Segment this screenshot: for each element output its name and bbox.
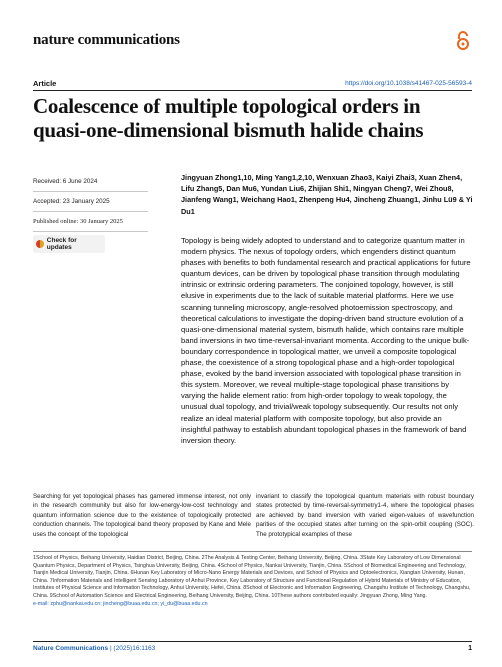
received-date: Received: 6 June 2024: [33, 172, 148, 192]
footer-volume: | (2025)16:1163: [109, 645, 156, 652]
journal-name: nature communications: [33, 32, 180, 48]
check-updates-label: Check for updates: [46, 237, 77, 251]
abstract: Topology is being widely adopted to understand and to categorize quantum matter in modern physics. The nexus of topology orders, which engenders distinct quantum phases with benefits to both fundamental research and practical applications for future quantum devices, can be driven by topological phase transition through modulating intrinsic or extrinsic ordering parameters. The conjoined topology, however, is still elusive in experiments due to the lack of suitable material platforms. Here we use scanning tunneling microscopy, angle-resolved photoemission spectroscopy, and theoretical calculations to investigate the doping-driven band structure evolution of a quasi-one-dimensional material system, bismuth halide, which contains rare multiple band inversions in two time-reversal-invariant momenta. According to the unique bulk-boundary correspondence in topological matter, we unveil a composite topological phase, the coexistence of a strong topological phase and a high-order topological phase, evoked by the band inversion associated with topological phase transition in this system. Moreover, we reveal multiple-stage topological phase transitions by varying the halide element ratio: from high-order topology to weak topology, the unusual dual topology, and trivial/weak topology subsequently. Our results not only realize an ideal material platform with composite topology, but also provide an insightful pathway to establish abundant topological phases in the framework of band inversion theory.: [181, 236, 471, 445]
affiliations-divider: [33, 551, 472, 552]
body-text-left: Searching for yet topological phases has garnered immense interest, not only in the research community but also for low-energy-low-cost technology and quantum information science due to the existence of topologically protected conduction channels. The topological band theory proposed by Kane and Mele uses the concept of the topological: [33, 493, 251, 538]
footer-citation: [33, 645, 155, 652]
footer-divider: [33, 641, 472, 642]
check-updates-button[interactable]: [33, 235, 105, 253]
accepted-date: Accepted: 23 January 2025: [33, 192, 148, 212]
doi-link[interactable]: https://doi.org/10.1038/s41467-025-56593-4: [345, 80, 472, 87]
article-type: Article: [33, 79, 57, 88]
affiliations-text: 1School of Physics, Beihang University, Haidian District, Beijing, China. 2The Analysis & Testing Center, Beihang University, Beijing, China. 3State Key Laboratory of Low Dimensional Quantum Physics, Department of Physics, Tsinghua University, Beijing, China. 4School of Physics, Nankai University, Tianjin, China. 5School of Biomedical Engineering and Technology, Tianjin Medical University, Tianjin, China. 6Hunan Key Laboratory of Micro-Nano Energy Materials and Devices, and School of Physics and Optoelectronics, Xiangtan University, Hunan, China. 7Information Materials and Intelligent Sensing Laboratory of Anhui Province, Key Laboratory of Structure and Functional Regulation of Hybrid Materials of Ministry of Education, Institutes of Physical Science and Information Technology, Anhui University, Hefei, China. 8School of Electronic and Information Engineering, Changshu Institute of Technology, Changshu, China. 9School of Automation Science and Electrical Engineering, Beihang University, Beijing, China. 10These authors contributed equally: Jingyuan Zhong, Ming Yang.: [33, 555, 471, 599]
body-text-right: invariant to classify the topological quantum materials with robust boundary states protected by time-reversal-symmetry1-4, where the topological phases are achieved by band inversion with varied eigen-values of wavefunction parities of the occupied states after turning on the spin-orbit coupling (SOC). The prototypical examples of these: [256, 493, 474, 538]
article-dates: [33, 172, 148, 253]
check-updates-icon: [36, 240, 44, 248]
footer-journal: Nature Communications: [33, 645, 109, 652]
affiliations: [33, 555, 473, 608]
open-access-icon: [456, 31, 470, 51]
header-divider: [33, 90, 472, 91]
email-contacts[interactable]: e-mail: zphu@nankai.edu.cn; jincheng@buaa.edu.cn; yi_du@buaa.edu.cn: [33, 600, 208, 607]
article-title: Coalescence of multiple topological orders in quasi-one-dimensional bismuth halide chains: [33, 94, 424, 142]
page-number: 1: [468, 645, 472, 652]
author-list: Jingyuan Zhong1,10, Ming Yang1,2,10, Wenxuan Zhao3, Kaiyi Zhai3, Xuan Zhen4, Lifu Zhang5, Dan Mu6, Yundan Liu6, Zhijian Shi1, Ningyan Cheng7, Wei Zhou8, Jianfeng Wang1, Weichang Hao1, Zhenpeng Hu4, Jincheng Zhuang1, Jinhu Lü9 & Yi Du1: [181, 173, 473, 216]
published-date: Published online: 30 January 2025: [33, 212, 148, 232]
